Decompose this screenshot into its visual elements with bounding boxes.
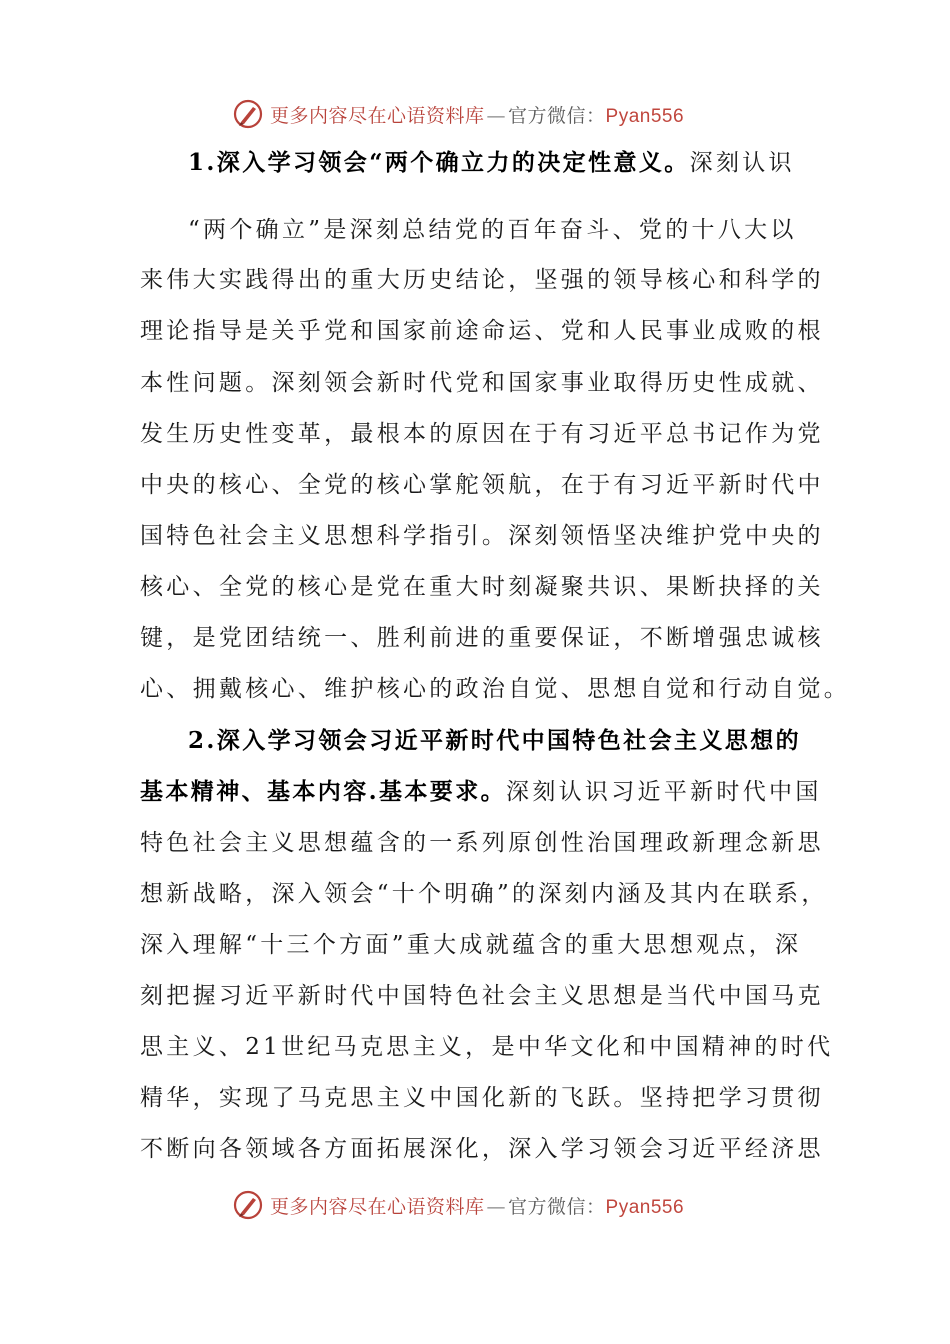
body-text: 深入理解“十三个方面”重大成就蕴含的重大思想观点，深	[140, 932, 802, 958]
text-line	[140, 1134, 824, 1164]
banner-separator: —	[486, 1195, 507, 1218]
bold-heading-text: 2.深入学习领会习近平新时代中国特色社会主义思想的	[188, 727, 802, 754]
text-line	[140, 879, 828, 909]
text-line	[140, 470, 824, 500]
pen-logo-icon	[232, 1189, 264, 1221]
text-line	[140, 777, 822, 807]
banner-main: 更多内容尽在心语资料库	[270, 1195, 485, 1218]
body-text: 中央的核心、全党的核心掌舵领航，在于有习近平新时代中	[140, 472, 824, 498]
text-line	[188, 215, 797, 245]
body-text: 键，是党团结统一、胜利前进的重要保证，不断增强忠诚核	[140, 625, 824, 651]
banner-label: 官方微信：	[508, 1195, 606, 1218]
pen-logo-icon	[232, 98, 264, 130]
body-text: 精华，实现了马克思主义中国化新的飞跃。坚持把学习贯彻	[140, 1085, 824, 1111]
text-line	[140, 521, 824, 551]
body-text: 本性问题。深刻领会新时代党和国家事业取得历史性成就、	[140, 370, 824, 396]
text-line	[140, 368, 824, 398]
bold-heading-text: 基本精神、基本内容.基本要求。	[140, 778, 507, 805]
banner-wechat-id: Pyan556	[605, 105, 685, 127]
text-line	[140, 981, 824, 1011]
banner-wechat-id: Pyan556	[605, 1196, 685, 1218]
body-text: 不断向各领域各方面拓展深化，深入学习领会习近平经济思	[140, 1136, 824, 1162]
text-line	[140, 674, 850, 704]
body-text: 思主义、21世纪马克思主义，是中华文化和中国精神的时代	[140, 1034, 834, 1060]
body-text: 想新战略，深入领会“十个明确”的深刻内涵及其内在联系，	[140, 881, 828, 907]
body-text: 核心、全党的核心是党在重大时刻凝聚共识、果断抉择的关	[140, 574, 824, 600]
text-line	[140, 572, 824, 602]
body-text: 国特色社会主义思想科学指引。深刻领悟坚决维护党中央的	[140, 523, 824, 549]
body-text: 心、拥戴核心、维护核心的政治自觉、思想自觉和行动自觉。	[140, 676, 851, 702]
text-line	[140, 1083, 824, 1113]
body-text: 深刻认识习近平新时代中国	[506, 779, 822, 805]
banner-text	[270, 101, 684, 128]
text-line	[140, 316, 824, 346]
text-line	[140, 419, 824, 449]
text-line	[140, 265, 824, 295]
text-line	[140, 1032, 833, 1062]
banner-text	[270, 1192, 684, 1219]
body-text: “两个确立”是深刻总结党的百年奋斗、党的十八大以	[188, 217, 797, 243]
body-text: 来伟大实践得出的重大历史结论，坚强的领导核心和科学的	[140, 267, 824, 293]
text-line	[188, 148, 795, 178]
body-text: 发生历史性变革，最根本的原因在于有习近平总书记作为党	[140, 421, 824, 447]
body-text: 理论指导是关乎党和国家前途命运、党和人民事业成败的根	[140, 318, 824, 344]
body-text: 刻把握习近平新时代中国特色社会主义思想是当代中国马克	[140, 983, 824, 1009]
body-text: 深刻认识	[689, 150, 795, 176]
banner-label: 官方微信：	[508, 104, 606, 127]
bold-heading-text: 1.深入学习领会“两个确立力的决定性意义。	[188, 149, 690, 176]
footer-banner	[232, 1187, 684, 1223]
header-banner	[232, 96, 684, 132]
text-line	[188, 726, 801, 756]
text-line	[140, 930, 801, 960]
text-line	[140, 623, 824, 653]
text-line	[140, 828, 824, 858]
banner-main: 更多内容尽在心语资料库	[270, 104, 485, 127]
banner-separator: —	[486, 104, 507, 127]
body-text: 特色社会主义思想蕴含的一系列原创性治国理政新理念新思	[140, 830, 824, 856]
